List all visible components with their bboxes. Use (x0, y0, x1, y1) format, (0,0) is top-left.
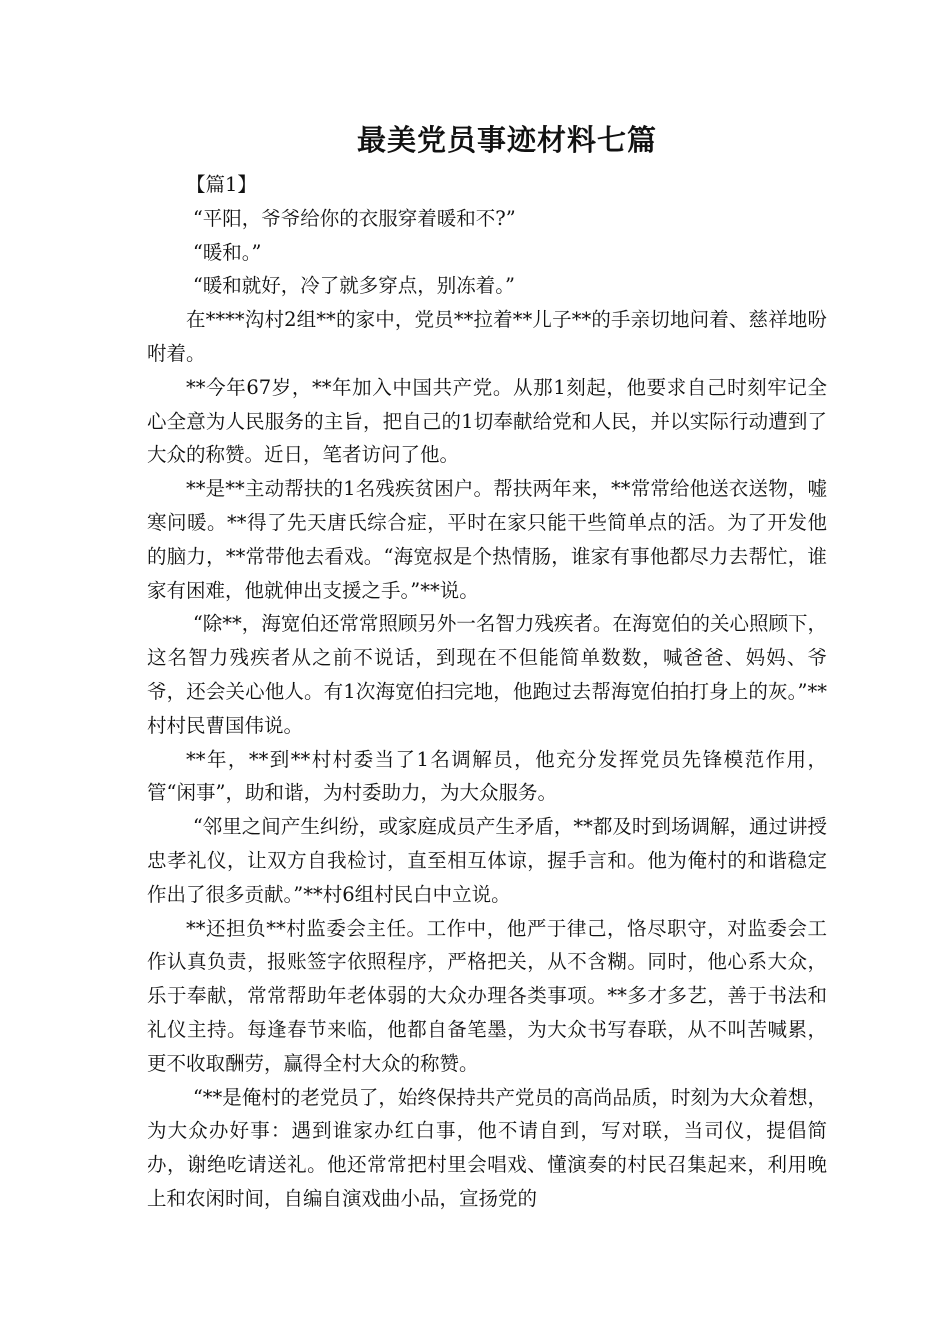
paragraph-8: **年，**到**村村委当了1名调解员，他充分发挥党员先锋模范作用，管“闲事”，助和谐，为村委助力，为大众服务。 (147, 747, 827, 805)
paragraph-1: “平阳，爷爷给你的衣服穿着暖和不?” (192, 206, 516, 230)
paragraph-9: “邻里之间产生纠纷，或家庭成员产生矛盾，**都及时到场调解，通过讲授忠孝礼仪，让双方自我检讨，直至相互体谅，握手言和。他为俺村的和谐稳定作出了很多贡献。”**村6组村民白中立说。 (147, 815, 827, 906)
document-title: 最美党员事迹材料七篇 (356, 123, 657, 157)
paragraph-2: “暖和。” (192, 240, 262, 264)
paragraph-7: “除**，海宽伯还常常照顾另外一名智力残疾者。在海宽伯的关心照顾下，这名智力残疾者从之前不说话，到现在不但能简单数数，喊爸爸、妈妈、爷爷，还会关心他人。有1次海宽伯扫完地，他跑过去帮海宽伯拍打身上的灰。”**村村民曹国伟说。 (147, 612, 827, 737)
paragraph-5: **今年67岁，**年加入中国共产党。从那1刻起，他要求自己时刻牢记全心全意为人民服务的主旨，把自己的1切奉献给党和人民，并以实际行动遭到了大众的称赞。近日，笔者访问了他。 (147, 375, 827, 467)
paragraph-4: 在****沟村2组**的家中，党员**拉着**儿子**的手亲切地问着、慈祥地吩咐着。 (147, 308, 827, 365)
document-page (147, 118, 827, 1216)
paragraph-3: “暖和就好，冷了就多穿点，别冻着。” (192, 274, 516, 298)
paragraph-6: **是**主动帮扶的1名残疾贫困户。帮扶两年来，**常常给他送衣送物，嘘寒问暖。**得了先天唐氏综合症，平时在家只能干些简单点的活。为了开发他的脑力，**常带他去看戏。“海宽叔是个热情肠，谁家有事他都尽力去帮忙，谁家有困难，他就伸出支援之手。”**说。 (147, 477, 827, 602)
section-label: 【篇1】 (186, 173, 257, 196)
paragraph-11: “**是俺村的老党员了，始终保持共产党员的高尚品质，时刻为大众着想，为大众办好事：遇到谁家办红白事，他不请自到，写对联，当司仪，提倡简办，谢绝吃请送礼。他还常常把村里会唱戏、懂演奏的村民召集起来，利用晚上和农闲时间，自编自演戏曲小品，宣扬党的 (147, 1085, 827, 1210)
paragraph-10: **还担负**村监委会主任。工作中，他严于律己，恪尽职守，对监委会工作认真负责，报账签字依照程序，严格把关，从不含糊。同时，他心系大众，乐于奉献，常常帮助年老体弱的大众办理各类事项。**多才多艺，善于书法和礼仪主持。每逢春节来临，他都自备笔墨，为大众书写春联，从不叫苦喊累，更不收取酬劳，赢得全村大众的称赞。 (147, 916, 827, 1075)
